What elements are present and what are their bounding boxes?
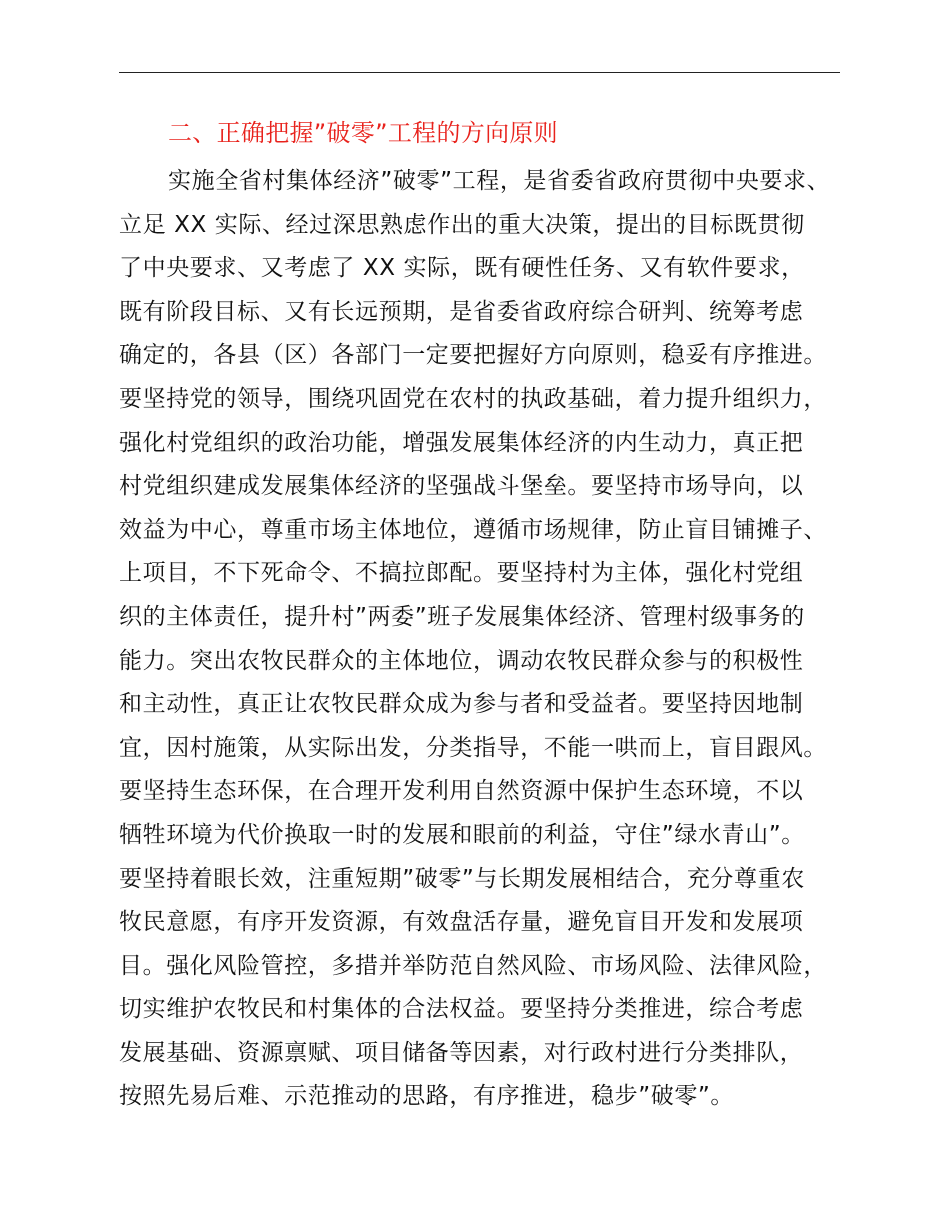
paragraph-line: 织的主体责任，提升村”两委”班子发展集体经济、管理村级事务的 xyxy=(119,603,805,630)
paragraph-line: 牧民意愿，有序开发资源，有效盘活存量，避免盲目开发和发展项 xyxy=(119,909,804,936)
paragraph-line: 了中央要求、又考虑了 XX 实际，既有硬性任务、又有软件要求， xyxy=(119,255,805,282)
paragraph-line: 上项目，不下死命令、不搞拉郎配。要坚持村为主体，强化村党组 xyxy=(119,560,804,587)
section-heading: 二、正确把握”破零”工程的方向原则 xyxy=(168,119,558,147)
paragraph-line: 立足 XX 实际、经过深思熟虑作出的重大决策，提出的目标既贯彻 xyxy=(119,211,805,238)
paragraph-line: 牺牲环境为代价换取一时的发展和眼前的利益，守住”绿水青山”。 xyxy=(119,821,805,848)
body-paragraph xyxy=(119,160,879,1119)
paragraph-line: 和主动性，真正让农牧民群众成为参与者和受益者。要坚持因地制 xyxy=(119,691,804,718)
paragraph-line: 按照先易后难、示范推动的思路，有序推进，稳步”破零”。 xyxy=(119,1083,735,1110)
paragraph-line: 发展基础、资源禀赋、项目储备等因素，对行政村进行分类排队， xyxy=(119,1039,804,1066)
paragraph-line: 宜，因村施策，从实际出发，分类指导，不能一哄而上，盲目跟风。 xyxy=(119,734,827,761)
paragraph-line: 既有阶段目标、又有长远预期，是省委省政府综合研判、统筹考虑 xyxy=(119,298,804,325)
paragraph-line: 效益为中心，尊重市场主体地位，遵循市场规律，防止盲目铺摊子、 xyxy=(119,516,827,543)
paragraph-line: 村党组织建成发展集体经济的坚强战斗堡垒。要坚持市场导向，以 xyxy=(119,473,804,500)
paragraph-line: 目。强化风险管控，多措并举防范自然风险、市场风险、法律风险， xyxy=(119,952,827,979)
paragraph-line: 实施全省村集体经济”破零”工程，是省委省政府贯彻中央要求、 xyxy=(168,168,831,194)
paragraph-line: 要坚持生态环保，在合理开发利用自然资源中保护生态环境，不以 xyxy=(119,778,804,805)
paragraph-line: 能力。突出农牧民群众的主体地位，调动农牧民群众参与的积极性 xyxy=(119,647,804,674)
header-rule xyxy=(119,72,840,73)
paragraph-line: 确定的，各县（区）各部门一定要把握好方向原则，稳妥有序推进。 xyxy=(119,342,827,369)
paragraph-line: 强化村党组织的政治功能，增强发展集体经济的内生动力，真正把 xyxy=(119,429,804,456)
paragraph-line: 要坚持党的领导，围绕巩固党在农村的执政基础，着力提升组织力， xyxy=(119,385,827,412)
paragraph-line: 要坚持着眼长效，注重短期”破零”与长期发展相结合，充分尊重农 xyxy=(119,865,805,892)
paragraph-line: 切实维护农牧民和村集体的合法权益。要坚持分类推进，综合考虑 xyxy=(119,996,804,1023)
